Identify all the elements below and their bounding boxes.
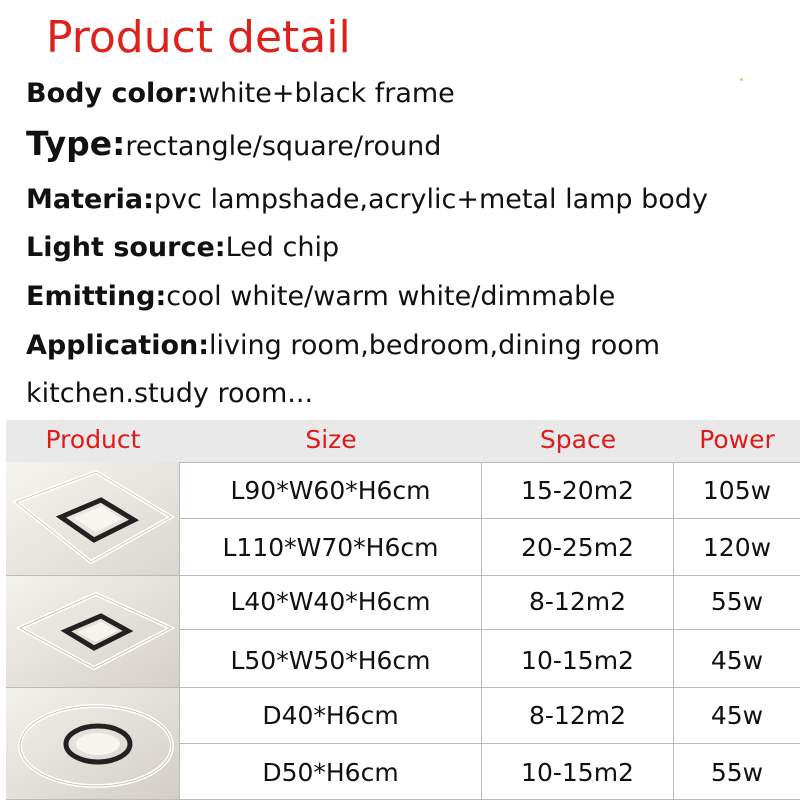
spec-application: Application:living room,bedroom,dining room <box>26 330 661 361</box>
cell-size: D50*H6cm <box>180 744 482 800</box>
spec-emitting: Emitting:cool white/warm white/dimmable <box>26 281 616 312</box>
cell-space: 15-20m2 <box>482 462 674 519</box>
spec-value: rectangle/square/round <box>125 131 442 162</box>
rectangle-lamp-image <box>6 462 180 576</box>
cell-space: 8-12m2 <box>482 688 674 744</box>
cell-size: L90*W60*H6cm <box>180 462 482 519</box>
spec-value: living room,bedroom,dining room <box>209 330 661 361</box>
product-table <box>6 420 800 800</box>
cell-space: 10-15m2 <box>482 630 674 688</box>
header-size: Size <box>180 420 483 463</box>
cell-power: 45w <box>674 688 800 744</box>
cell-power: 120w <box>674 519 800 576</box>
header-space: Space <box>482 420 675 463</box>
spec-value: Led chip <box>225 232 340 263</box>
page-title: Product detail <box>46 12 351 63</box>
spec-label: Materia <box>26 184 144 215</box>
square-lamp-image <box>6 576 180 688</box>
spec-material: Materia:pvc lampshade,acrylic+metal lamp body <box>26 184 708 215</box>
cell-power: 55w <box>674 744 800 800</box>
header-power: Power <box>674 420 800 463</box>
spec-value: white+black frame <box>197 78 455 109</box>
cell-space: 10-15m2 <box>482 744 674 800</box>
spec-value: pvc lampshade,acrylic+metal lamp body <box>153 184 708 215</box>
spec-application-continued: kitchen.study room... <box>26 378 314 409</box>
cell-size: L40*W40*H6cm <box>180 576 482 630</box>
round-lamp-image <box>6 688 180 800</box>
cell-size: L110*W70*H6cm <box>180 519 482 576</box>
cell-size: L50*W50*H6cm <box>180 630 482 688</box>
decorative-dot <box>740 78 743 81</box>
cell-power: 105w <box>674 462 800 519</box>
spec-light-source: Light source:Led chip <box>26 232 340 263</box>
spec-label: Light source <box>26 232 215 263</box>
cell-space: 20-25m2 <box>482 519 674 576</box>
cell-size: D40*H6cm <box>180 688 482 744</box>
cell-power: 45w <box>674 630 800 688</box>
spec-label: Emitting <box>26 281 156 312</box>
spec-label: Type <box>26 124 113 163</box>
header-product: Product <box>6 420 181 463</box>
spec-label: Body color <box>26 78 188 109</box>
cell-space: 8-12m2 <box>482 576 674 630</box>
spec-body-color: Body color:white+black frame <box>26 78 455 109</box>
spec-value: cool white/warm white/dimmable <box>166 281 616 312</box>
cell-power: 55w <box>674 576 800 630</box>
spec-type: Type:rectangle/square/round <box>26 124 442 163</box>
spec-label: Application <box>26 330 199 361</box>
